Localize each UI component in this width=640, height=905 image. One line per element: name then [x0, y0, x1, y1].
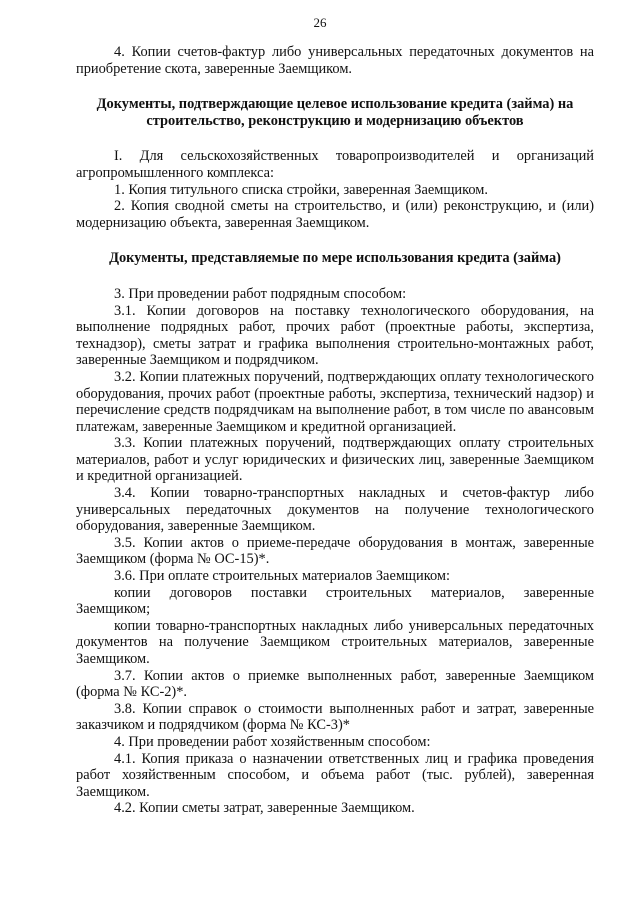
paragraph: 4. При проведении работ хозяйственным способом: — [114, 733, 431, 750]
paragraph: 3.4. Копии товарно-транспортных накладных и счетов-фактур либо универсальных передаточных документов на получение технологического оборудования, заверенные Заемщиком. — [76, 485, 594, 535]
paragraph: 4.2. Копии сметы затрат, заверенные Заемщиком. — [114, 800, 415, 817]
paragraph: 4. Копии счетов-фактур либо универсальных передаточных документов на приобретение скота, заверенные Заемщиком. — [76, 44, 594, 77]
paragraph: 1. Копия титульного списка стройки, заверенная Заемщиком. — [114, 181, 488, 198]
paragraph: 2. Копия сводной сметы на строительство, и (или) реконструкцию, и (или) модернизацию объекта, заверенная Заемщиком. — [76, 198, 594, 231]
paragraph: 3.3. Копии платежных поручений, подтверждающих оплату строительных материалов, работ и услуг юридических и физических лиц, заверенные Заемщиком и кредитной организацией. — [76, 435, 594, 485]
section-heading: Документы, подтверждающие целевое использование кредита (займа) на строительство, реконструкцию и модернизацию объектов — [96, 96, 574, 129]
paragraph: копии товарно-транспортных накладных либо универсальных передаточных документов на получение Заемщиком строительных материалов, заверенные Заемщиком. — [76, 617, 594, 667]
paragraph: 4.1. Копия приказа о назначении ответственных лиц и графика проведения работ хозяйственным способом, и объема работ (тыс. рублей), заверенная Заемщиком. — [76, 750, 594, 800]
paragraph: копии договоров поставки строительных материалов, заверенные Заемщиком; — [76, 584, 594, 618]
paragraph: 3.7. Копии актов о приемке выполненных работ, заверенные Заемщиком (форма № КС-2)*. — [76, 667, 594, 701]
paragraph: 3.6. При оплате строительных материалов Заемщиком: — [114, 568, 451, 585]
paragraph: I. Для сельскохозяйственных товаропроизводителей и организаций агропромышленного комплекса: — [76, 148, 594, 181]
paragraph: 3. При проведении работ подрядным способом: — [114, 285, 407, 302]
paragraph: 3.8. Копии справок о стоимости выполненных работ и затрат, заверенные заказчиком и подрядчиком (форма № КС-3)* — [76, 700, 594, 734]
section-heading: Документы, представляемые по мере использования кредита (займа) — [109, 250, 561, 267]
paragraph: 3.1. Копии договоров на поставку технологического оборудования, на выполнение подрядных работ, прочих работ (проектные работы, экспертиза, технадзор), сметы затрат и графика выполнения строительно-монтажных работ, заверенные Заемщиком и подрядчиком. — [76, 302, 594, 369]
paragraph: 3.2. Копии платежных поручений, подтверждающих оплату технологического оборудования, прочих работ (проектные работы, экспертиза, технический надзор) и перечисление средств подрядчикам на выполнение работ, в том числе по авансовым платежам, заверенные Заемщиком и кредитной организацией. — [76, 368, 594, 435]
page-number: 26 — [313, 15, 327, 30]
paragraph: 3.5. Копии актов о приеме-передаче оборудования в монтаж, заверенные Заемщиком (форма № ОС-15)*. — [76, 534, 594, 568]
page-content — [76, 44, 594, 817]
